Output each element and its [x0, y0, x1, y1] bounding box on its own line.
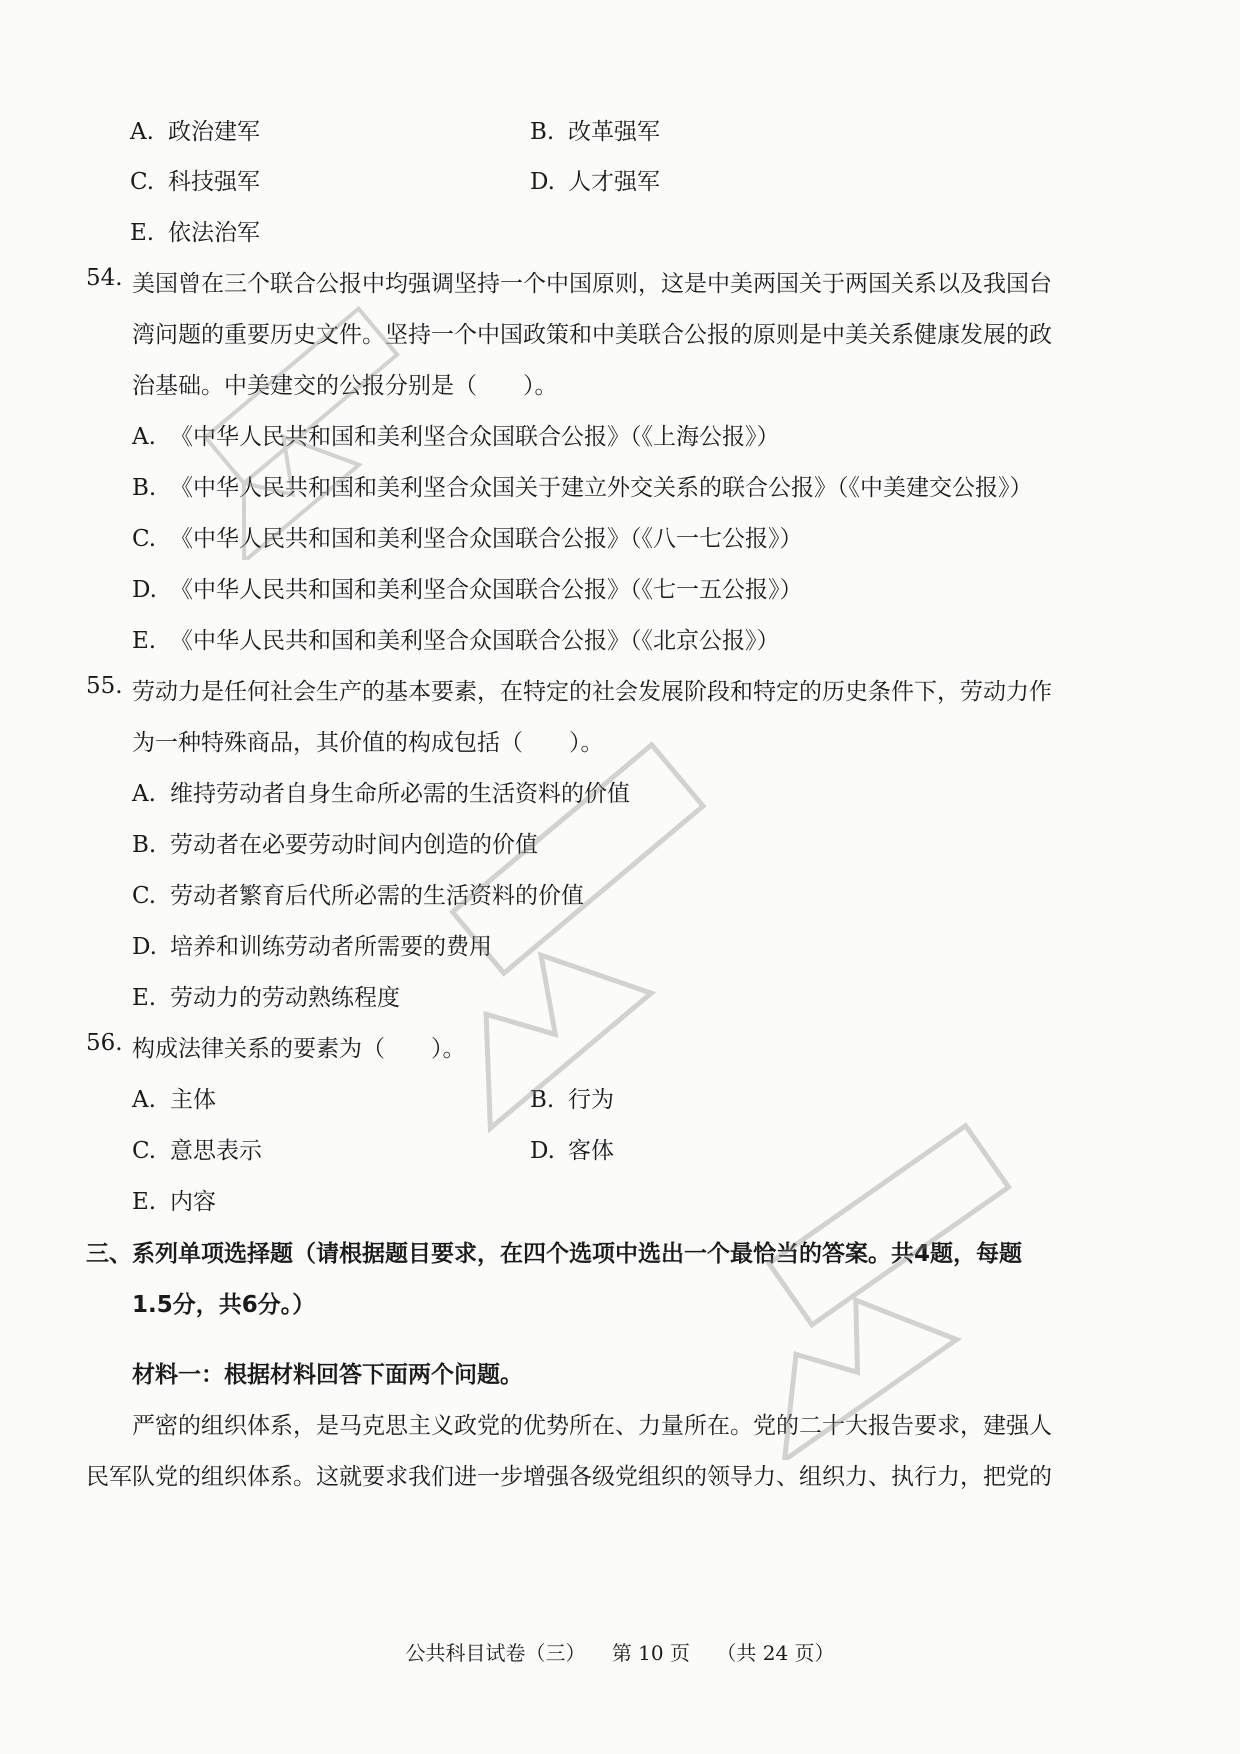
- q55-stem-line-2: 为一种特殊商品，其价值的构成包括（ ）。: [132, 730, 604, 756]
- q55-option-a: A. 维持劳动者自身生命所必需的生活资料的价值: [132, 781, 630, 807]
- q56-option-c: C. 意思表示: [132, 1138, 262, 1164]
- q56-option-a: A. 主体: [132, 1087, 216, 1113]
- q56-number: 56.: [86, 1030, 123, 1056]
- watermark-stamp-box: [769, 1126, 1009, 1325]
- watermark-logo: [120, 260, 480, 560]
- page-footer: [0, 1637, 1240, 1666]
- q53-option-a: A. 政治建军: [130, 119, 260, 145]
- q54-number: 54.: [86, 265, 123, 291]
- q55-option-d: D. 培养和训练劳动者所需要的费用: [132, 934, 492, 960]
- material-1-title: 材料一：根据材料回答下面两个问题。: [132, 1362, 523, 1388]
- q54-option-e: E. 《中华人民共和国和美利坚合众国联合公报》（《北京公报》）: [132, 628, 780, 654]
- q54-option-b: B. 《中华人民共和国和美利坚合众国关于建立外交关系的联合公报》（《中美建交公报》）: [132, 475, 1033, 501]
- q55-option-b: B. 劳动者在必要劳动时间内创造的价值: [132, 832, 538, 858]
- q56-option-b: B. 行为: [530, 1087, 614, 1113]
- q54-option-d: D. 《中华人民共和国和美利坚合众国联合公报》（《七一五公报》）: [132, 577, 803, 603]
- q56-stem: 构成法律关系的要素为（ ）。: [132, 1036, 466, 1062]
- material-1-paragraph-line-2: 民军队党的组织体系。这就要求我们进一步增强各级党组织的领导力、组织力、执行力，把党的: [86, 1464, 1052, 1490]
- q54-option-c: C. 《中华人民共和国和美利坚合众国联合公报》（《八一七公报》）: [132, 526, 803, 552]
- section-3-heading-line-2: 1.5分，共6分。）: [132, 1292, 316, 1318]
- footer-page-number: 第 10 页: [611, 1641, 690, 1665]
- q55-option-c: C. 劳动者繁育后代所必需的生活资料的价值: [132, 883, 584, 909]
- q53-option-c: C. 科技强军: [130, 169, 260, 195]
- q55-option-e: E. 劳动力的劳动熟练程度: [132, 985, 400, 1011]
- q55-number: 55.: [86, 673, 123, 699]
- q53-option-d: D. 人才强军: [530, 169, 660, 195]
- section-3-heading-line-1: 三、系列单项选择题（请根据题目要求，在四个选项中选出一个最恰当的答案。共4题，每题: [86, 1241, 1023, 1267]
- q56-option-e: E. 内容: [132, 1189, 216, 1215]
- q54-stem-line-3: 治基础。中美建交的公报分别是（ ）。: [132, 373, 558, 399]
- q53-option-b: B. 改革强军: [530, 119, 660, 145]
- footer-total-pages: （共 24 页）: [716, 1641, 835, 1665]
- q54-stem-line-1: 美国曾在三个联合公报中均强调坚持一个中国原则，这是中美两国关于两国关系以及我国台: [132, 271, 1052, 297]
- q54-stem-line-2: 湾问题的重要历史文件。坚持一个中国政策和中美联合公报的原则是中美关系健康发展的政: [132, 322, 1052, 348]
- footer-subject: 公共科目试卷（三）: [405, 1641, 586, 1665]
- material-1-paragraph-line-1: 严密的组织体系，是马克思主义政党的优势所在、力量所在。党的二十大报告要求，建强人: [132, 1413, 1052, 1439]
- q53-option-e: E. 依法治军: [130, 220, 260, 246]
- q56-option-d: D. 客体: [530, 1138, 614, 1164]
- q54-option-a: A. 《中华人民共和国和美利坚合众国联合公报》（《上海公报》）: [132, 424, 780, 450]
- q55-stem-line-1: 劳动力是任何社会生产的基本要素，在特定的社会发展阶段和特定的历史条件下，劳动力作: [132, 679, 1052, 705]
